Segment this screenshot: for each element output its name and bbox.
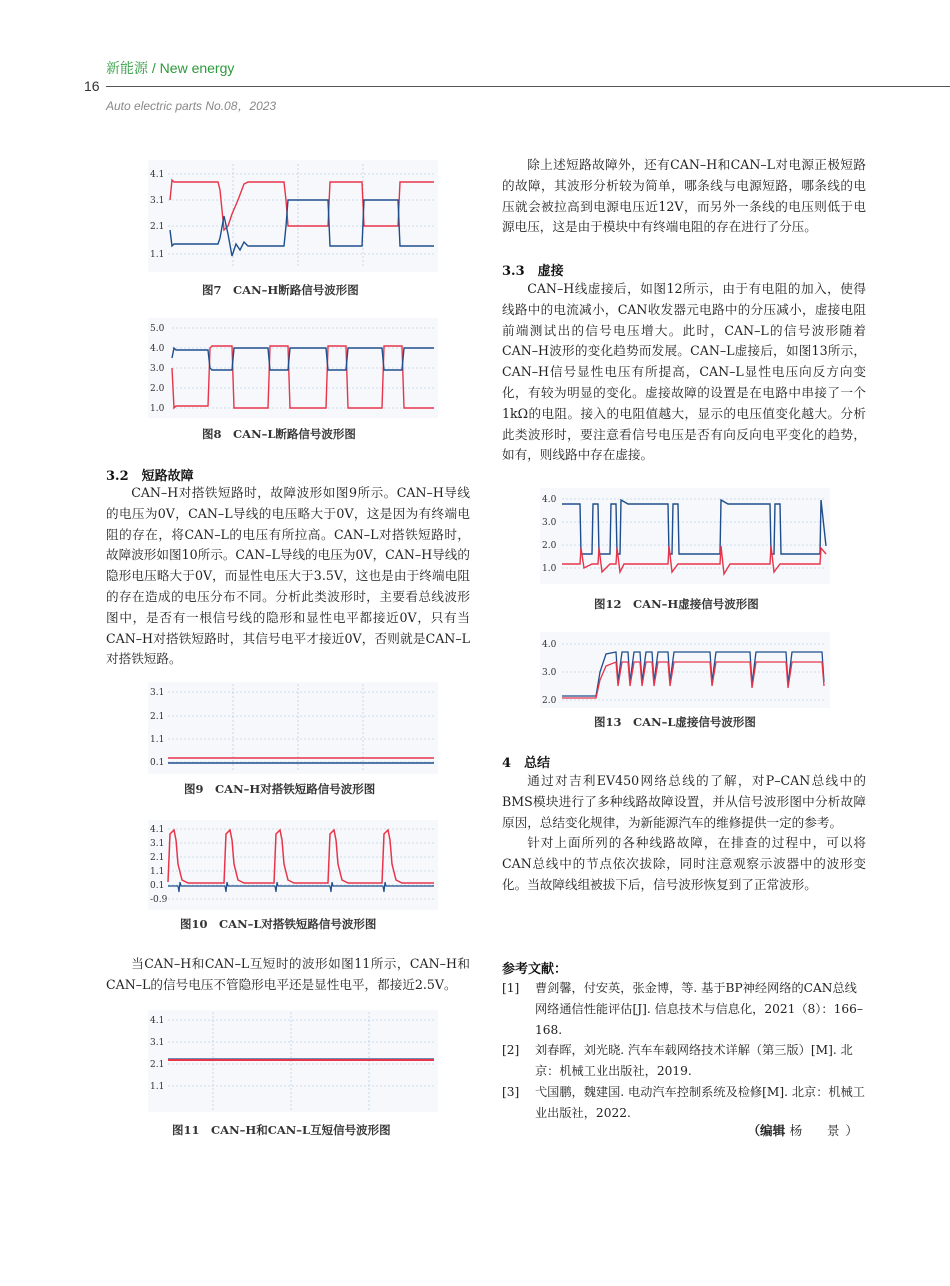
fig10-caption: 图10 CAN–L对搭铁短路信号波形图 bbox=[180, 917, 377, 931]
right-column-intro bbox=[502, 155, 866, 238]
fig7-ytick: 1.1 bbox=[150, 250, 165, 260]
section-3-2-body-2 bbox=[106, 954, 470, 996]
reference-number: [2] bbox=[502, 1043, 520, 1058]
section-4-title: 4 总结 bbox=[502, 756, 551, 771]
fig13-ytick: 4.0 bbox=[542, 640, 557, 650]
fig8-ytick: 5.0 bbox=[150, 324, 165, 334]
references-title: 参考文献： bbox=[502, 962, 568, 977]
fig12-ytick: 1.0 bbox=[542, 564, 557, 574]
section-3-3-title: 3.3 虚接 bbox=[502, 264, 564, 279]
reference-text: 刘春晖，刘光晓. 汽车车载网络技术详解（第三版）[M]. 北京：机械工业出版社，2019. bbox=[535, 1043, 853, 1079]
fig9-plot bbox=[148, 682, 438, 774]
fig8-caption: 图8 CAN–L断路信号波形图 bbox=[202, 427, 356, 441]
reference-number: [3] bbox=[502, 1084, 520, 1099]
fig11-caption: 图11 CAN–H和CAN–L互短信号波形图 bbox=[172, 1123, 391, 1137]
fig13-ytick: 2.0 bbox=[542, 696, 557, 706]
fig9-ytick: 1.1 bbox=[150, 735, 165, 745]
fig7-ytick: 4.1 bbox=[150, 170, 165, 180]
header-rule bbox=[106, 86, 950, 87]
paragraph: 除上述短路故障外，还有CAN–H和CAN–L对电源正极短路的故障，其波形分析较为简单，哪条线与电源短路，哪条线的电压就会被拉高到电源电压近12V，而另外一条线的电压则低于电源电压，这是由于模块中有终端电阻的存在进行了分压。 bbox=[502, 157, 866, 235]
fig10-ytick: 4.1 bbox=[150, 825, 165, 835]
category-label: 新能源 / New energy bbox=[106, 60, 235, 76]
editor-label: （编辑 bbox=[747, 1123, 786, 1138]
fig13-plot bbox=[540, 632, 830, 708]
reference-item bbox=[502, 1040, 866, 1082]
reference-item bbox=[502, 978, 866, 1040]
fig8-ytick: 1.0 bbox=[150, 404, 165, 414]
fig13-caption: 图13 CAN–L虚接信号波形图 bbox=[594, 715, 756, 729]
page-number: 16 bbox=[84, 78, 100, 94]
figure-11 bbox=[148, 1010, 438, 1112]
fig10-plot bbox=[148, 820, 438, 910]
fig10-ytick: 1.1 bbox=[150, 867, 165, 877]
figure-7 bbox=[148, 160, 438, 272]
paragraph: 针对上面所列的各种线路故障，在排查的过程中，可以将CAN总线中的节点依次拔除，同时注意观察示波器中的波形变化。当故障线组被拔下后，信号波形恢复到了正常波形。 bbox=[502, 835, 866, 892]
figure-9 bbox=[148, 682, 438, 774]
paragraph: 通过对吉利EV450网络总线的了解，对P–CAN总线中的BMS模块进行了多种线路故障设置，并从信号波形图中分析故障原因，总结变化规律，为新能源汽车的维修提供一定的参考。 bbox=[502, 773, 866, 830]
fig7-ytick: 3.1 bbox=[150, 196, 165, 206]
section-4-body bbox=[502, 771, 866, 896]
fig11-ytick: 1.1 bbox=[150, 1082, 165, 1092]
fig10-ytick: 2.1 bbox=[150, 853, 165, 863]
references-list bbox=[502, 978, 866, 1124]
fig11-ytick: 3.1 bbox=[150, 1038, 165, 1048]
fig7-caption: 图7 CAN–H断路信号波形图 bbox=[202, 283, 359, 297]
editor-name: 杨 景） bbox=[789, 1123, 864, 1138]
fig8-ytick: 3.0 bbox=[150, 364, 165, 374]
reference-number: [1] bbox=[502, 981, 520, 995]
fig12-ytick: 4.0 bbox=[542, 495, 557, 505]
fig10-ytick: -0.9 bbox=[150, 895, 168, 905]
fig9-ytick: 0.1 bbox=[150, 758, 165, 768]
reference-text: 弋国鹏，魏建国. 电动汽车控制系统及检修[M]. 北京：机械工业出版社，2022. bbox=[535, 1084, 865, 1120]
fig11-ytick: 2.1 bbox=[150, 1060, 165, 1070]
fig12-plot bbox=[540, 488, 830, 584]
fig9-ytick: 3.1 bbox=[150, 688, 165, 698]
reference-text: 曹剑馨，付安英，张金博，等. 基于BP神经网络的CAN总线网络通信性能评估[J]. 信息技术与信息化，2021（8）：166–168. bbox=[535, 981, 863, 1037]
fig10-ytick: 3.1 bbox=[150, 839, 165, 849]
figure-12 bbox=[540, 488, 830, 584]
fig8-plot bbox=[148, 318, 438, 418]
fig12-ytick: 3.0 bbox=[542, 518, 557, 528]
fig10-ytick: 0.1 bbox=[150, 881, 165, 891]
fig8-ytick: 4.0 bbox=[150, 344, 165, 354]
fig9-ytick: 2.1 bbox=[150, 712, 165, 722]
section-3-3-body bbox=[502, 279, 866, 466]
reference-item bbox=[502, 1082, 866, 1124]
figure-8 bbox=[148, 318, 438, 418]
fig12-ytick: 2.0 bbox=[542, 541, 557, 551]
paragraph: CAN–H线虚接后，如图12所示，由于有电阻的加入，使得线路中的电流减小，CAN收发器元电路中的分压减小，虚接电阻前端测试出的信号电压增大。此时，CAN–L的信号波形随着CAN–H波形的变化趋势而发展。CAN–L虚接后，如图13所示，CAN–H信号显性电压有所提高，CAN–L显性电压向反方向变化，有较为明显的变化。虚接故障的设置是在电路中串接了一个1kΩ的电阻。接入的电阻值越大，显示的电压值变化越大。分析此类波形时，要注意看信号电压是否有向反向电平变化的趋势，如有，则线路中存在虚接。 bbox=[502, 281, 866, 463]
fig9-caption: 图9 CAN–H对搭铁短路信号波形图 bbox=[184, 782, 376, 796]
fig7-ytick: 2.1 bbox=[150, 222, 165, 232]
fig11-ytick: 4.1 bbox=[150, 1016, 165, 1026]
fig13-ytick: 3.0 bbox=[542, 668, 557, 678]
figure-13 bbox=[540, 632, 830, 708]
fig7-plot bbox=[148, 160, 438, 272]
section-3-2-body bbox=[106, 483, 470, 670]
paragraph: 当CAN–H和CAN–L互短时的波形如图11所示，CAN–H和CAN–L的信号电压不管隐形电平还是显性电平，都接近2.5V。 bbox=[106, 956, 470, 992]
section-3-2-title: 3.2 短路故障 bbox=[106, 469, 194, 484]
paragraph: CAN–H对搭铁短路时，故障波形如图9所示。CAN–H导线的电压为0V，CAN–L导线的电压略大于0V，这是因为有终端电阻的存在，将CAN–L的电压有所拉高。CAN–L对搭铁短路时，故障波形如图10所示。CAN–L导线的电压为0V，CAN–H导线的隐形电压略大于0V，而显性电压大于3.5V，这也是由于终端电阻的存在造成的电压分布不同。分析此类波形时，主要看总线波形图中，是否有一根信号线的隐形和显性电平都接近0V，只有当CAN–H对搭铁短路时，其信号电平才接近0V，否则就是CAN–L对搭铁短路。 bbox=[106, 485, 470, 667]
fig12-caption: 图12 CAN–H虚接信号波形图 bbox=[594, 597, 759, 611]
fig8-ytick: 2.0 bbox=[150, 384, 165, 394]
editor-credit bbox=[747, 1120, 864, 1139]
figure-10 bbox=[148, 820, 438, 910]
journal-info: Auto electric parts No.08，2023 bbox=[106, 99, 277, 113]
fig11-plot bbox=[148, 1010, 438, 1112]
